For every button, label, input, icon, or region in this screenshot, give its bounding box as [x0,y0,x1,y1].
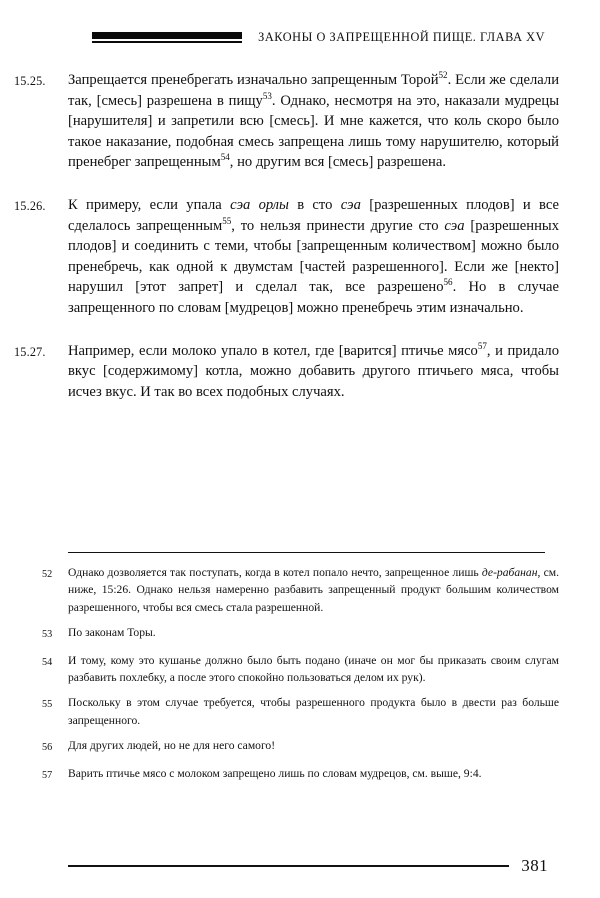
footnote-item [14,765,559,784]
text-run: , и придало вкус [содержимому] котла, можно добавить другого птичьего мяса, чтобы исчез вкус. И так во всех подобных случаях. [68,342,559,400]
footnote-number: 54 [42,656,53,668]
emphasis-term: сэа [444,217,465,234]
footnote-number: 56 [42,742,53,754]
footnote-marker: 52 [438,70,448,81]
footnote-item [14,694,559,729]
text-run: . Но в случае запрещенного по словам [мудрецов] можно пренебречь этим изначально. [68,279,560,316]
text-run: Однако дозволяется так поступать, когда в котел попало нечто, запрещенное лишь [68,566,482,579]
footnote-number: 53 [42,629,53,641]
text-run: , то нельзя принести другие сто [231,217,445,234]
text-run: И тому, кому это кушанье должно было быть подано (иначе он мог бы приказать своим слугам разбавить похлебку, а после этого спокойно пользоваться делом их рук). [68,653,559,685]
clause-block [14,341,559,403]
footnote-separator-rule [68,552,545,553]
text-run: [разрешенных плодов] и все сделалось запрещенным [68,196,559,234]
footnote-item [14,652,559,687]
footnote-text [68,737,559,754]
footnote-number: 57 [42,769,53,781]
text-run: , но другим вся [смесь] разрешена. [229,154,446,171]
text-run: Для других людей, но не для него самого! [68,739,276,753]
page-number: 381 [521,856,548,875]
footnote-text [68,564,559,616]
body-column [14,70,559,424]
footnote-marker: 55 [222,215,232,226]
emphasis-term: сэа орлы [230,196,289,213]
text-run: Поскольку в этом случае требуется, чтобы разрешенного продукта было в двести раз больше запрещенного. [68,696,559,727]
clause-number: 15.27. [14,344,46,359]
footnote-number: 52 [42,569,53,580]
footnote-item [14,564,559,616]
clause-block [14,195,559,319]
text-run: , см. ниже, 15:26. Однако нельзя намеренно разбавить запрещенный продукт большим количеством разрешенного, чтобы вся смесь стала разрешенной. [68,566,559,614]
text-run: . Однако, несмотря на это, наказали мудрецы [нарушителя] и запретили всю [смесь]. И мне кажется, что коль скоро было такое наказание, подобная смесь запрещена лишь тому нарушителю, который пренебрег запрещенным [68,92,559,171]
clause-number: 15.25. [14,74,46,88]
footnote-text [68,694,559,729]
footnote-number: 55 [42,699,53,711]
clause-text [68,70,559,173]
text-run: К примеру, если упала [68,196,231,213]
footnote-text [68,624,559,641]
footnote-marker: 56 [443,277,453,288]
text-run: [разрешенных плодов] и соединить с теми, чтобы [запрещенным количеством] можно было пренебречь, как одной к двумстам [частей разрешенного]. Если же [некто] нарушил [этот запрет] и сделал так, все разрешено [68,217,559,296]
footnote-text [68,652,559,687]
footnote-item [14,737,559,756]
footnotes-section [14,552,559,792]
text-run: . Если же сделали так, [смесь] разрешена в пищу [68,72,560,109]
clause-text [68,195,559,319]
emphasis-term: де-рабанан [481,566,538,579]
text-run: Варить птичье мясо с молоком запрещено лишь по словам мудрецов, см. выше, 9:4. [68,766,482,780]
header-bar-ornament-icon [92,32,242,43]
emphasis-term: сэа [340,196,361,213]
text-run: Запрещается пренебрегать изначально запрещенным Торой [68,72,439,88]
clause-text [68,341,559,403]
footnote-item [14,624,559,643]
footnote-marker: 54 [220,152,230,163]
footnote-marker: 53 [262,90,272,101]
text-run: Например, если молоко упало в котел, где [варится] птичье мясо [68,342,478,359]
running-head-title: ЗАКОНЫ О ЗАПРЕЩЕННОЙ ПИЩЕ. ГЛАВА XV [258,29,545,44]
page-footer [68,856,548,876]
folio-rule [68,865,509,866]
clause-block [14,70,559,173]
clause-number: 15.26. [14,198,46,213]
header-bar-thick [92,32,242,39]
text-run: в сто [288,196,341,213]
text-run: По законам Торы. [68,626,156,640]
running-head [68,26,545,48]
footnote-text [68,765,559,782]
footnote-marker: 57 [477,340,487,351]
header-bar-thin [92,41,242,43]
